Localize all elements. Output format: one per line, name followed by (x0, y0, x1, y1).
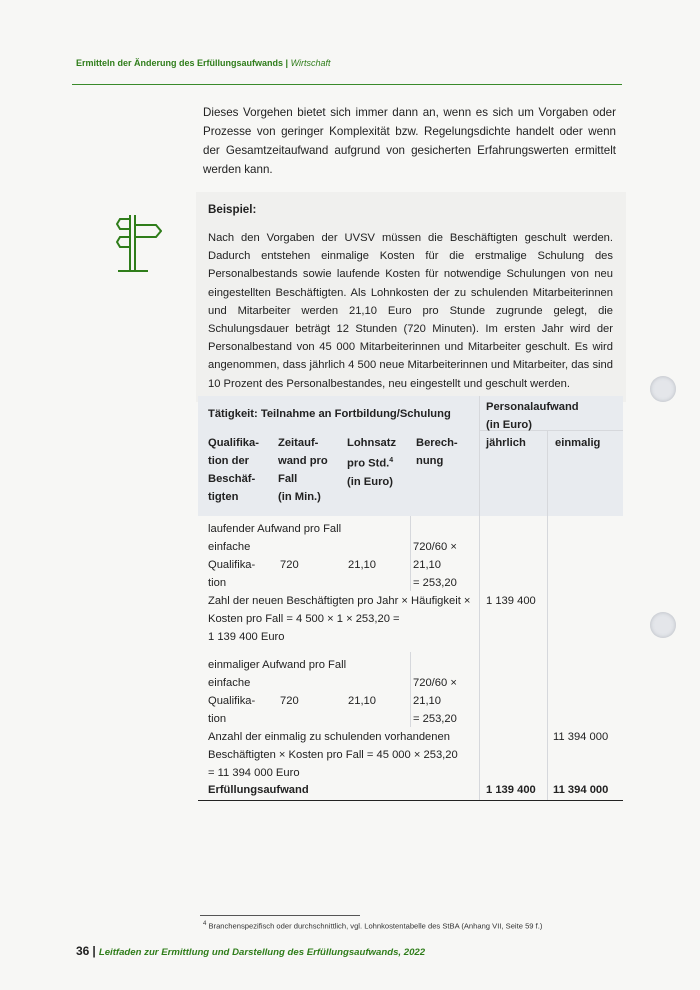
running-cost-label: laufender Aufwand pro Fall (208, 523, 342, 535)
page-footer (76, 944, 425, 958)
running-calculation-line: 21,10 (413, 559, 441, 571)
total-label: Erfüllungsaufwand (208, 784, 309, 796)
binder-hole-bottom (650, 612, 676, 638)
onetime-wage: 21,10 (348, 695, 376, 707)
total-annual: 1 139 400 (486, 784, 536, 796)
col-time-line: (in Min.) (278, 491, 321, 503)
header-separator: | (285, 58, 289, 68)
intro-text: Dieses Vorgehen bietet sich immer dann an, wenn es sich um Vorgaben oder Prozesse von geringer Komplexität bzw. Regelungsdichte handelt oder wenn der Gesamtzeitaufwand aufgrund von gesicherten Erfahrungswerten ermittelt werden kann. (203, 106, 616, 176)
onetime-calculation (413, 674, 457, 728)
col-wage-line: (in Euro) (347, 475, 393, 488)
running-formula (208, 592, 470, 646)
signpost-icon (116, 213, 162, 275)
intro-paragraph (203, 103, 616, 179)
personal-cost-unit: (in Euro) (486, 419, 532, 431)
onetime-qualification (208, 674, 255, 728)
col-wage-text: pro Std. (347, 457, 390, 470)
running-formula-line: Kosten pro Fall = 4 500 × 1 × 253,20 = (208, 613, 400, 625)
footnote-mark: 4 (203, 921, 207, 927)
running-calculation (413, 538, 457, 592)
footnote-rule (200, 915, 360, 916)
running-qualification-line: einfache (208, 541, 251, 553)
col-qualification-line: Qualifika- (208, 437, 259, 449)
col-calculation-line: Berech- (416, 437, 458, 449)
col-time-line: Zeitauf- (278, 437, 319, 449)
col-time (278, 434, 328, 506)
running-formula-line: 1 139 400 Euro (208, 631, 285, 643)
table-divider (547, 430, 548, 800)
running-calculation-line: 720/60 × (413, 541, 457, 553)
col-qualification-line: tigten (208, 491, 239, 503)
onetime-qualification-line: tion (208, 713, 227, 725)
onetime-calculation-line: = 253,20 (413, 713, 457, 725)
binder-hole-top (650, 376, 676, 402)
onetime-calculation-line: 720/60 × (413, 677, 457, 689)
col-wage (347, 434, 396, 491)
running-annual-value: 1 139 400 (486, 595, 536, 607)
table-divider (410, 652, 411, 727)
col-qualification-line: tion der (208, 455, 250, 467)
total-onetime: 11 394 000 (553, 784, 609, 796)
running-qualification-line: Qualifika- (208, 559, 256, 571)
onetime-formula-line: Anzahl der einmalig zu schulenden vorhandenen (208, 731, 450, 743)
col-onetime: einmalig (555, 437, 601, 449)
running-qualification-line: tion (208, 577, 227, 589)
footer-title: Leitfaden zur Ermittlung und Darstellung des Erfüllungsaufwands, 2022 (98, 947, 426, 958)
personal-cost-header: Personalaufwand (486, 401, 579, 413)
onetime-qualification-line: Qualifika- (208, 695, 256, 707)
running-formula-line: Zahl der neuen Beschäftigten pro Jahr × Häufigkeit × (208, 595, 471, 607)
table-activity-label: Tätigkeit: Teilnahme an Fortbildung/Schulung (208, 408, 451, 420)
table-divider (479, 396, 480, 800)
col-time-line: Fall (278, 473, 298, 485)
example-text: Nach den Vorgaben der UVSV müssen die Beschäftigten geschult werden. Dadurch entstehen einmalige Kosten für die erstmalige Schulung des Personalbestands sowie laufende Kosten für notwendige Schulungen von neu eingestellten Beschäftigten. Als Lohnkosten der zu schulenden Mitarbeiterinnen und Mitarbeiter werden 21,10 Euro pro Stunde zugrunde gelegt, die Schulungsdauer beträgt 12 Stunden (720 Minuten). Im ersten Jahr wird der Personalbestand von 45 000 Mitarbeiterinnen und Mitarbeiter geschult. Es wird angenommen, dass jährlich 4 500 neue Mitarbeiterinnen und Mitarbeiter, das sind 10 Prozent des Personalbestandes, neu eingestellt und geschult werden. (208, 232, 613, 390)
onetime-time: 720 (280, 695, 299, 707)
col-qualification-line: Beschäf- (208, 473, 256, 485)
onetime-formula-line: Beschäftigten × Kosten pro Fall = 45 000 × 253,20 (208, 749, 458, 761)
running-qualification (208, 538, 255, 592)
footnote-text: Branchenspezifisch oder durchschnittlich, vgl. Lohnkostentabelle des StBA (Anhang VII, Seite 59 f.) (208, 921, 543, 931)
header-rule (72, 84, 622, 85)
onetime-formula (208, 728, 458, 782)
col-calculation-line: nung (416, 455, 444, 467)
onetime-formula-line: = 11 394 000 Euro (208, 767, 300, 779)
footnote-ref: 4 (389, 457, 394, 464)
footnote (203, 921, 542, 931)
running-wage: 21,10 (348, 559, 376, 571)
onetime-cost-label: einmaliger Aufwand pro Fall (208, 659, 347, 671)
col-wage-line (347, 452, 396, 473)
header-section: Wirtschaft (290, 58, 331, 68)
header-title: Ermitteln der Änderung des Erfüllungsaufwands (76, 58, 284, 68)
col-annual: jährlich (486, 437, 526, 449)
onetime-qualification-line: einfache (208, 677, 251, 689)
page-number: 36 (76, 944, 90, 958)
total-rule (198, 800, 623, 801)
col-time-line: wand pro (278, 455, 328, 467)
footer-separator: | (92, 944, 96, 958)
onetime-calculation-line: 21,10 (413, 695, 441, 707)
onetime-value: 11 394 000 (553, 731, 609, 743)
col-calculation (416, 434, 458, 470)
example-text-block (208, 229, 613, 393)
example-title: Beispiel: (208, 203, 257, 216)
table-divider (410, 516, 411, 591)
col-qualification (208, 434, 259, 506)
running-calculation-line: = 253,20 (413, 577, 457, 589)
running-header (76, 58, 331, 68)
running-time: 720 (280, 559, 299, 571)
col-wage-line: Lohnsatz (347, 437, 397, 449)
